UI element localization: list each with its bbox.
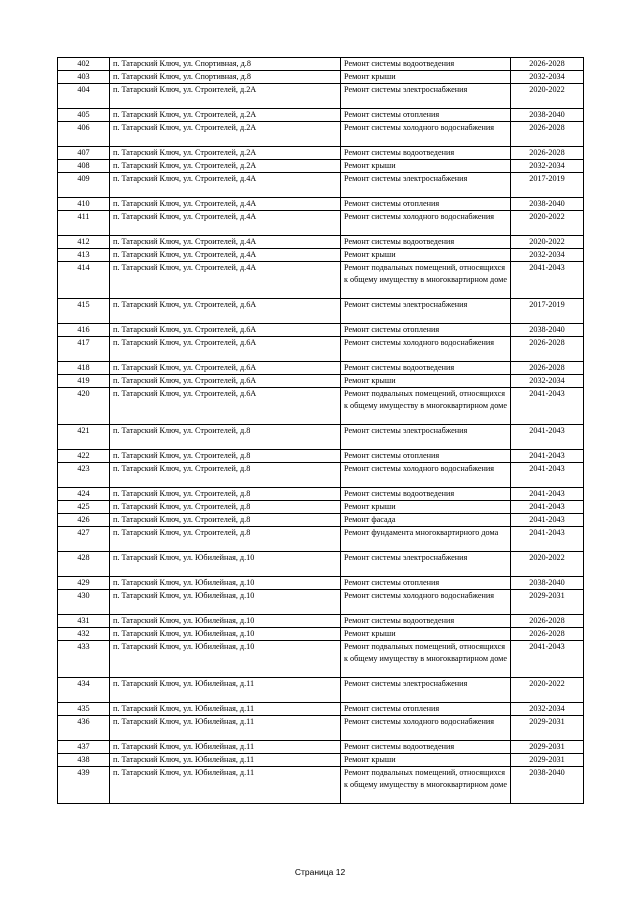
address-cell: п. Татарский Ключ, ул. Строителей, д.6А [110,375,341,388]
period-cell: 2029-2031 [511,741,584,754]
work-type-cell: Ремонт фасада [341,514,511,527]
address-cell: п. Татарский Ключ, ул. Строителей, д.2А [110,84,341,109]
work-type-cell: Ремонт подвальных помещений, относящихся к общему имуществу в многоквартирном доме [341,767,511,804]
table-row [58,703,584,716]
table-body [58,58,584,804]
row-number: 428 [58,552,110,577]
address-cell: п. Татарский Ключ, ул. Спортивная, д.8 [110,58,341,71]
work-type-cell: Ремонт системы отопления [341,577,511,590]
period-cell: 2026-2028 [511,147,584,160]
row-number: 415 [58,299,110,324]
period-cell: 2041-2043 [511,463,584,488]
row-number: 423 [58,463,110,488]
table-row [58,122,584,147]
address-cell: п. Татарский Ключ, ул. Юбилейная, д.11 [110,741,341,754]
address-cell: п. Татарский Ключ, ул. Строителей, д.2А [110,160,341,173]
address-cell: п. Татарский Ключ, ул. Строителей, д.8 [110,450,341,463]
row-number: 426 [58,514,110,527]
address-cell: п. Татарский Ключ, ул. Строителей, д.2А [110,109,341,122]
work-type-cell: Ремонт системы холодного водоснабжения [341,122,511,147]
work-type-cell: Ремонт системы холодного водоснабжения [341,590,511,615]
row-number: 421 [58,425,110,450]
work-type-cell: Ремонт системы водоотведения [341,147,511,160]
work-type-cell: Ремонт системы водоотведения [341,58,511,71]
row-number: 419 [58,375,110,388]
period-cell: 2017-2019 [511,299,584,324]
row-number: 413 [58,249,110,262]
table-row [58,463,584,488]
work-type-cell: Ремонт системы водоотведения [341,362,511,375]
table-row [58,615,584,628]
period-cell: 2020-2022 [511,678,584,703]
period-cell: 2038-2040 [511,767,584,804]
period-cell: 2038-2040 [511,198,584,211]
table-row [58,716,584,741]
work-type-cell: Ремонт системы холодного водоснабжения [341,337,511,362]
period-cell: 2029-2031 [511,754,584,767]
period-cell: 2041-2043 [511,514,584,527]
row-number: 435 [58,703,110,716]
row-number: 430 [58,590,110,615]
row-number: 408 [58,160,110,173]
period-cell: 2029-2031 [511,716,584,741]
row-number: 429 [58,577,110,590]
table-row [58,211,584,236]
row-number: 433 [58,641,110,678]
address-cell: п. Татарский Ключ, ул. Юбилейная, д.11 [110,767,341,804]
work-type-cell: Ремонт подвальных помещений, относящихся к общему имуществу в многоквартирном доме [341,262,511,299]
work-type-cell: Ремонт системы электроснабжения [341,425,511,450]
table-row [58,552,584,577]
period-cell: 2041-2043 [511,262,584,299]
table-row [58,678,584,703]
table-row [58,450,584,463]
table-row [58,388,584,425]
table-row [58,58,584,71]
address-cell: п. Татарский Ключ, ул. Строителей, д.6А [110,299,341,324]
work-type-cell: Ремонт крыши [341,501,511,514]
work-type-cell: Ремонт крыши [341,249,511,262]
table-row [58,324,584,337]
period-cell: 2032-2034 [511,71,584,84]
work-type-cell: Ремонт системы электроснабжения [341,678,511,703]
table-row [58,147,584,160]
row-number: 432 [58,628,110,641]
table-row [58,628,584,641]
period-cell: 2038-2040 [511,577,584,590]
work-type-cell: Ремонт системы отопления [341,324,511,337]
address-cell: п. Татарский Ключ, ул. Юбилейная, д.11 [110,703,341,716]
address-cell: п. Татарский Ключ, ул. Строителей, д.6А [110,388,341,425]
period-cell: 2026-2028 [511,362,584,375]
table-row [58,109,584,122]
work-type-cell: Ремонт системы водоотведения [341,615,511,628]
table-row [58,590,584,615]
row-number: 409 [58,173,110,198]
period-cell: 2017-2019 [511,173,584,198]
table-row [58,741,584,754]
work-type-cell: Ремонт системы водоотведения [341,741,511,754]
work-type-cell: Ремонт системы водоотведения [341,236,511,249]
work-type-cell: Ремонт системы холодного водоснабжения [341,716,511,741]
address-cell: п. Татарский Ключ, ул. Юбилейная, д.11 [110,754,341,767]
table-row [58,488,584,501]
period-cell: 2026-2028 [511,615,584,628]
period-cell: 2041-2043 [511,488,584,501]
work-type-cell: Ремонт системы холодного водоснабжения [341,211,511,236]
address-cell: п. Татарский Ключ, ул. Строителей, д.6А [110,337,341,362]
work-type-cell: Ремонт крыши [341,160,511,173]
table-row [58,160,584,173]
row-number: 434 [58,678,110,703]
work-type-cell: Ремонт системы холодного водоснабжения [341,463,511,488]
work-type-cell: Ремонт крыши [341,628,511,641]
address-cell: п. Татарский Ключ, ул. Строителей, д.6А [110,362,341,375]
row-number: 418 [58,362,110,375]
table-row [58,236,584,249]
address-cell: п. Татарский Ключ, ул. Юбилейная, д.11 [110,716,341,741]
address-cell: п. Татарский Ключ, ул. Юбилейная, д.11 [110,678,341,703]
work-type-cell: Ремонт системы электроснабжения [341,299,511,324]
table-row [58,501,584,514]
row-number: 437 [58,741,110,754]
page-number: Страница 12 [294,867,346,877]
period-cell: 2026-2028 [511,337,584,362]
period-cell: 2026-2028 [511,122,584,147]
period-cell: 2020-2022 [511,211,584,236]
address-cell: п. Татарский Ключ, ул. Юбилейная, д.10 [110,628,341,641]
address-cell: п. Татарский Ключ, ул. Строителей, д.8 [110,514,341,527]
row-number: 424 [58,488,110,501]
work-type-cell: Ремонт системы электроснабжения [341,173,511,198]
table-row [58,754,584,767]
row-number: 425 [58,501,110,514]
row-number: 417 [58,337,110,362]
repair-schedule-table [57,57,584,804]
row-number: 404 [58,84,110,109]
work-type-cell: Ремонт системы отопления [341,703,511,716]
row-number: 431 [58,615,110,628]
period-cell: 2026-2028 [511,628,584,641]
period-cell: 2032-2034 [511,375,584,388]
work-type-cell: Ремонт системы электроснабжения [341,552,511,577]
period-cell: 2020-2022 [511,84,584,109]
address-cell: п. Татарский Ключ, ул. Строителей, д.4А [110,173,341,198]
period-cell: 2020-2022 [511,552,584,577]
table-row [58,375,584,388]
table-row [58,249,584,262]
period-cell: 2041-2043 [511,501,584,514]
table-row [58,527,584,552]
address-cell: п. Татарский Ключ, ул. Строителей, д.4А [110,262,341,299]
work-type-cell: Ремонт системы отопления [341,109,511,122]
period-cell: 2026-2028 [511,58,584,71]
table-row [58,84,584,109]
address-cell: п. Татарский Ключ, ул. Строителей, д.2А [110,122,341,147]
row-number: 406 [58,122,110,147]
row-number: 410 [58,198,110,211]
period-cell: 2041-2043 [511,450,584,463]
address-cell: п. Татарский Ключ, ул. Строителей, д.8 [110,463,341,488]
table-row [58,173,584,198]
row-number: 402 [58,58,110,71]
period-cell: 2032-2034 [511,249,584,262]
row-number: 414 [58,262,110,299]
row-number: 438 [58,754,110,767]
address-cell: п. Татарский Ключ, ул. Юбилейная, д.10 [110,577,341,590]
work-type-cell: Ремонт подвальных помещений, относящихся к общему имуществу в многоквартирном доме [341,641,511,678]
table-row [58,262,584,299]
address-cell: п. Татарский Ключ, ул. Юбилейная, д.10 [110,590,341,615]
row-number: 439 [58,767,110,804]
period-cell: 2041-2043 [511,425,584,450]
period-cell: 2029-2031 [511,590,584,615]
work-type-cell: Ремонт крыши [341,375,511,388]
table-row [58,198,584,211]
address-cell: п. Татарский Ключ, ул. Юбилейная, д.10 [110,641,341,678]
table-row [58,577,584,590]
work-type-cell: Ремонт фундамента многоквартирного дома [341,527,511,552]
work-type-cell: Ремонт крыши [341,71,511,84]
address-cell: п. Татарский Ключ, ул. Спортивная, д.8 [110,71,341,84]
row-number: 427 [58,527,110,552]
address-cell: п. Татарский Ключ, ул. Строителей, д.4А [110,211,341,236]
period-cell: 2041-2043 [511,527,584,552]
address-cell: п. Татарский Ключ, ул. Строителей, д.6А [110,324,341,337]
period-cell: 2038-2040 [511,324,584,337]
row-number: 403 [58,71,110,84]
table-row [58,71,584,84]
row-number: 436 [58,716,110,741]
work-type-cell: Ремонт системы водоотведения [341,488,511,501]
address-cell: п. Татарский Ключ, ул. Строителей, д.8 [110,527,341,552]
work-type-cell: Ремонт крыши [341,754,511,767]
work-type-cell: Ремонт системы электроснабжения [341,84,511,109]
table-row [58,641,584,678]
row-number: 420 [58,388,110,425]
table-row [58,767,584,804]
period-cell: 2038-2040 [511,109,584,122]
table-row [58,514,584,527]
work-type-cell: Ремонт системы отопления [341,198,511,211]
row-number: 416 [58,324,110,337]
address-cell: п. Татарский Ключ, ул. Строителей, д.8 [110,501,341,514]
address-cell: п. Татарский Ключ, ул. Строителей, д.4А [110,236,341,249]
work-type-cell: Ремонт подвальных помещений, относящихся к общему имуществу в многоквартирном доме [341,388,511,425]
table-row [58,299,584,324]
period-cell: 2020-2022 [511,236,584,249]
row-number: 411 [58,211,110,236]
table-row [58,425,584,450]
address-cell: п. Татарский Ключ, ул. Строителей, д.8 [110,488,341,501]
address-cell: п. Татарский Ключ, ул. Юбилейная, д.10 [110,552,341,577]
address-cell: п. Татарский Ключ, ул. Строителей, д.4А [110,249,341,262]
period-cell: 2041-2043 [511,388,584,425]
period-cell: 2032-2034 [511,160,584,173]
address-cell: п. Татарский Ключ, ул. Строителей, д.4А [110,198,341,211]
row-number: 407 [58,147,110,160]
row-number: 412 [58,236,110,249]
table-row [58,337,584,362]
address-cell: п. Татарский Ключ, ул. Юбилейная, д.10 [110,615,341,628]
table-row [58,362,584,375]
work-type-cell: Ремонт системы отопления [341,450,511,463]
address-cell: п. Татарский Ключ, ул. Строителей, д.8 [110,425,341,450]
row-number: 405 [58,109,110,122]
period-cell: 2032-2034 [511,703,584,716]
period-cell: 2041-2043 [511,641,584,678]
row-number: 422 [58,450,110,463]
address-cell: п. Татарский Ключ, ул. Строителей, д.2А [110,147,341,160]
